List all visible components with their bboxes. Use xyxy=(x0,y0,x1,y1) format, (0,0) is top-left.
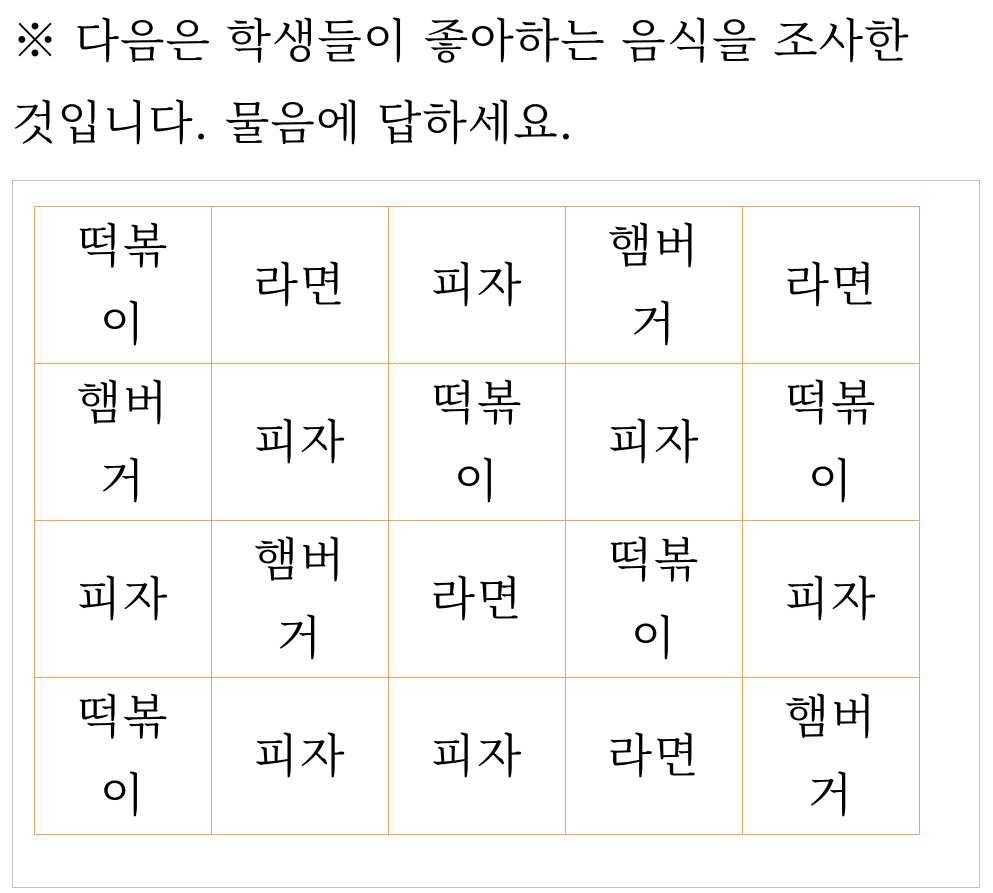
cell-text: 떡볶이 xyxy=(76,690,170,822)
table-cell xyxy=(389,678,566,835)
table-row xyxy=(35,521,920,678)
table-cell xyxy=(212,678,389,835)
table-cell xyxy=(212,207,389,364)
cell-text: 피자 xyxy=(253,415,347,469)
cell-text: 피자 xyxy=(430,258,524,312)
cell-text: 떡볶이 xyxy=(430,376,524,508)
food-survey-table xyxy=(34,206,920,835)
table-cell xyxy=(212,521,389,678)
cell-text: 떡볶이 xyxy=(607,533,701,665)
table-cell xyxy=(35,678,212,835)
cell-text: 햄버거 xyxy=(607,219,701,351)
cell-text: 피자 xyxy=(76,572,170,626)
cell-text: 햄버거 xyxy=(784,690,878,822)
cell-text: 피자 xyxy=(253,729,347,783)
table-cell xyxy=(566,207,743,364)
cell-text: 라면 xyxy=(430,572,524,626)
cell-text: 피자 xyxy=(430,729,524,783)
table-cell xyxy=(389,364,566,521)
table-cell xyxy=(743,364,920,521)
instruction-line-2: 것입니다. 물음에 답하세요. xyxy=(12,96,575,150)
table-row xyxy=(35,364,920,521)
cell-text: 피자 xyxy=(784,572,878,626)
table-cell xyxy=(35,521,212,678)
table-cell xyxy=(212,364,389,521)
table-cell xyxy=(566,364,743,521)
question-instruction xyxy=(12,0,987,164)
table-cell xyxy=(743,521,920,678)
instruction-line-1: ※ 다음은 학생들이 좋아하는 음식을 조사한 xyxy=(12,14,910,68)
cell-text: 피자 xyxy=(607,415,701,469)
table-row xyxy=(35,207,920,364)
table-cell xyxy=(566,678,743,835)
table-cell xyxy=(566,521,743,678)
cell-text: 라면 xyxy=(253,258,347,312)
table-row xyxy=(35,678,920,835)
cell-text: 햄버거 xyxy=(253,533,347,665)
cell-text: 떡볶이 xyxy=(784,376,878,508)
table-cell xyxy=(389,207,566,364)
cell-text: 라면 xyxy=(607,729,701,783)
table-cell xyxy=(743,678,920,835)
table-cell xyxy=(389,521,566,678)
cell-text: 떡볶이 xyxy=(76,219,170,351)
table-cell xyxy=(743,207,920,364)
table-cell xyxy=(35,207,212,364)
cell-text: 햄버거 xyxy=(76,376,170,508)
table-cell xyxy=(35,364,212,521)
cell-text: 라면 xyxy=(784,258,878,312)
